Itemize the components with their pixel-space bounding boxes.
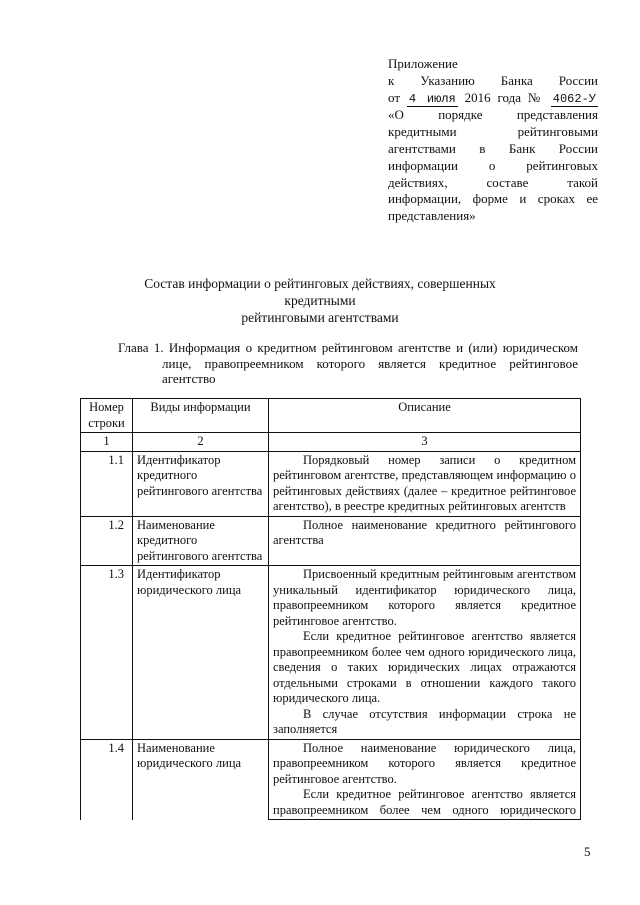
appendix-block [388,56,598,225]
table-header-row [81,399,581,433]
appendix-to-line: к Указанию Банка России [388,72,598,88]
date-suffix: 2016 года № [464,89,544,105]
appendix-line-6: информации, форме и сроках ее [388,191,598,207]
row-type: Идентификатор кредитного рейтингового агентства [133,451,269,516]
index-cell: 2 [133,433,269,452]
description-paragraph: Порядковый номер записи о кредитном рейтинговом агентстве, представляющем информацию о рейтинговых действиях (далее – кредитное рейтинговое агентство), в реестре кредитных рейтинговых агентств [273,452,576,513]
appendix-line-5: действиях, составе такой [388,174,598,190]
document-title-line-2: рейтинговыми агентствами [241,310,399,325]
chapter-heading [118,340,578,387]
description-paragraph: Полное наименование кредитного рейтингового агентства [273,517,576,547]
index-cell: 3 [269,433,581,452]
row-description [269,739,581,820]
row-type: Наименование юридического лица [133,739,269,820]
appendix-line-2: кредитными рейтинговыми [388,124,598,140]
chapter-line-3: агентство [162,371,216,386]
order-number: 4062-У [552,91,596,106]
date-value: 4 июля [408,91,456,106]
appendix-line-3: агентствами в Банк России [388,140,598,156]
header-number: Номер строки [81,399,133,433]
row-number: 1.2 [81,516,133,566]
header-description: Описание [269,399,581,433]
appendix-line-1: «О порядке представления [388,107,598,123]
description-paragraph: В случае отсутствия информации строка не заполняется [273,706,576,736]
header-type: Виды информации [133,399,269,433]
row-number: 1.3 [81,566,133,740]
row-type: Наименование кредитного рейтингового агентства [133,516,269,566]
table-index-row [81,433,581,452]
appendix-date-line [388,90,598,108]
description-paragraph: Если кредитное рейтинговое агентство является правопреемником более чем одного юридического лица, сведения о таких юридических лицах отражаются отдельными строками в отношении каждого такого юридического лица. [273,629,576,705]
description-paragraph: Присвоенный кредитным рейтинговым агентством уникальный идентификатор юридического лица, правопреемником которого является кредитное рейтинговое агентство. [273,567,576,628]
row-description [269,566,581,740]
chapter-line-2: лице, правопреемником которого является кредитное рейтинговое [162,355,578,371]
table-row [81,451,581,516]
row-description [269,451,581,516]
row-description [269,516,581,566]
description-paragraph: Если кредитное рейтинговое агентство является правопреемником более чем одного юридического [273,787,576,817]
chapter-line-1: Глава 1. Информация о кредитном рейтинговом агентстве и (или) юридическом [118,340,578,355]
description-paragraph: Полное наименование юридического лица, правопреемником которого является кредитное рейтинговое агентство. [273,740,576,786]
information-table [80,398,581,820]
row-number: 1.4 [81,739,133,820]
document-title-line-1: Состав информации о рейтинговых действиях, совершенных кредитными [144,276,496,308]
document-title [110,275,530,326]
index-cell: 1 [81,433,133,452]
table-row [81,566,581,740]
appendix-title: Приложение [388,56,458,71]
table-row [81,516,581,566]
table-row [81,739,581,820]
page-number: 5 [584,844,591,859]
appendix-line-7: представления» [388,208,476,224]
row-number: 1.1 [81,451,133,516]
row-type: Идентификатор юридического лица [133,566,269,740]
appendix-line-4: информации о рейтинговых [388,157,598,173]
date-prefix: от [388,89,401,105]
